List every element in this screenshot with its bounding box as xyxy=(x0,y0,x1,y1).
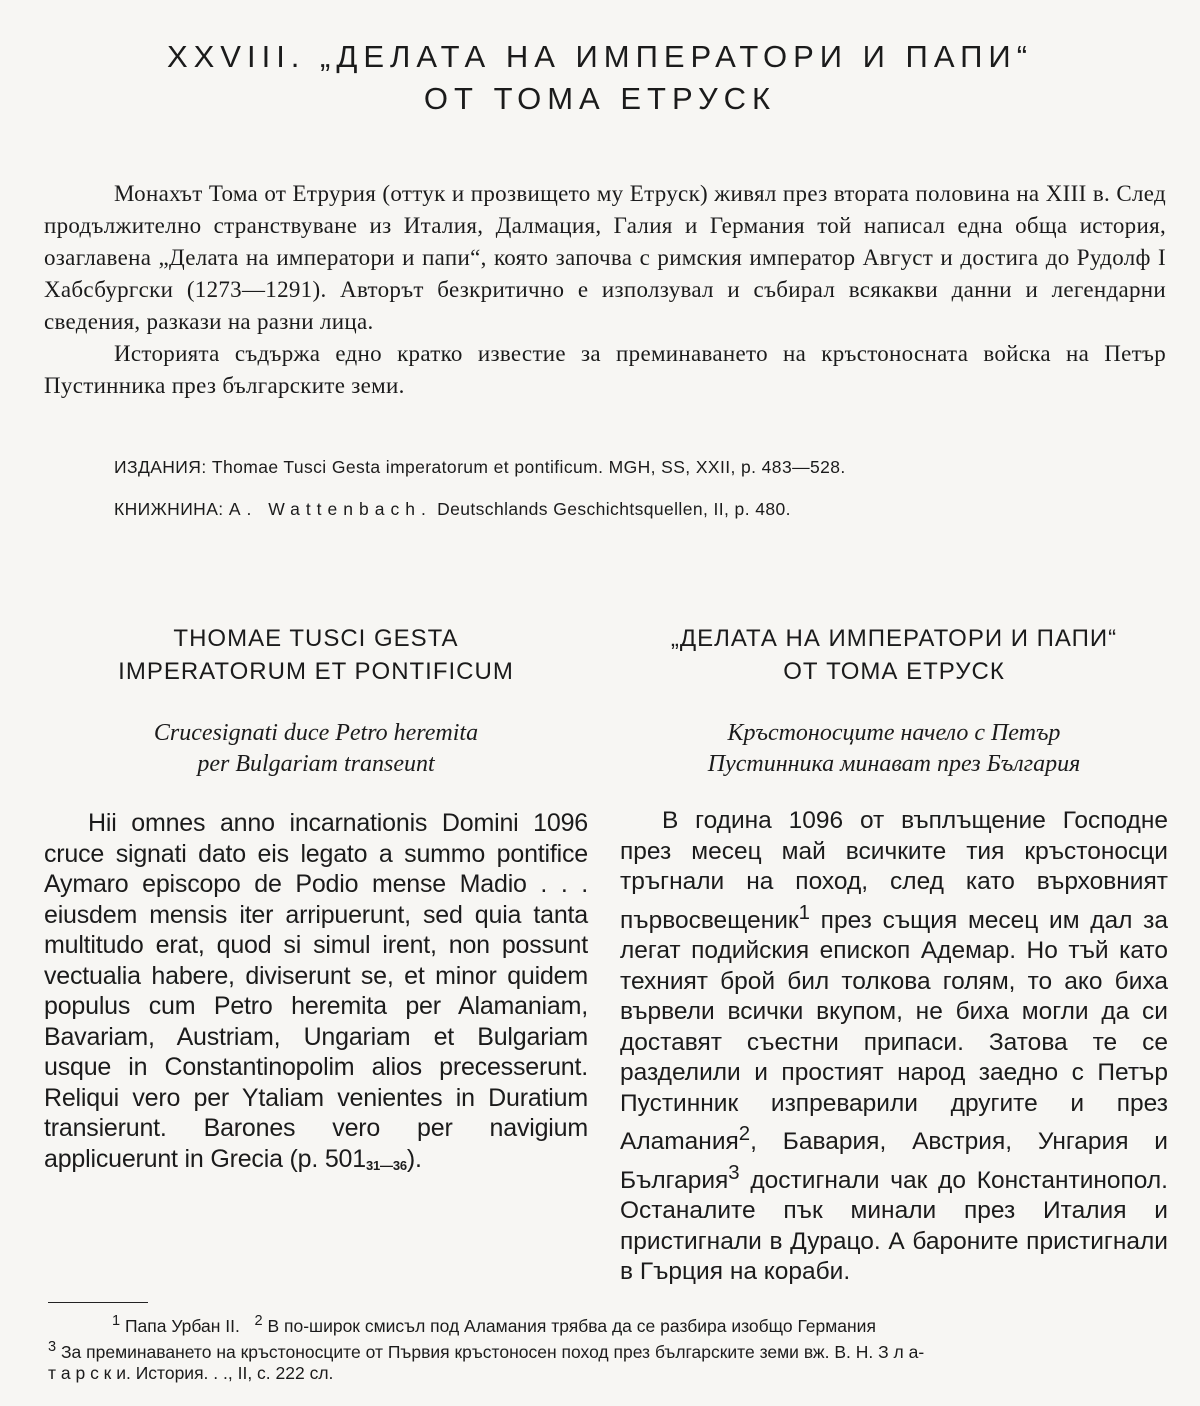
chapter-title-line-2: ОТ ТОМА ЕТРУСК xyxy=(423,81,777,116)
bulgarian-subtitle xyxy=(620,718,1168,780)
latin-subtitle xyxy=(44,718,588,780)
bulgarian-title-line-2: ОТ ТОМА ЕТРУСК xyxy=(783,658,1005,685)
latin-title xyxy=(44,622,588,688)
editions-label: ИЗДАНИЯ: xyxy=(114,457,207,477)
latin-title-line-1: THOMAE TUSCI GESTA xyxy=(173,625,459,652)
chapter-title xyxy=(0,36,1200,120)
intro-paragraph-1: Монахът Тома от Етрурия (оттук и прозвището му Етруск) живял през втората половина на XIII в. След продължително странствуване из Италия, Далмация, Галия и Германия той написал една обща история, озаглавена „Делата на императори и папи“, която започва с римския император Август и достига до Рудолф I Хабсбургски (1273—1291). Авторът безкритично е използувал и събирал всякакви данни и легендарни сведения, разкази на разни лица. xyxy=(44,181,1166,334)
footnote-1-number: 1 xyxy=(112,1313,121,1329)
latin-column xyxy=(44,622,588,1181)
footnote-marker-3: 3 xyxy=(728,1161,740,1184)
footnote-marker-2: 2 xyxy=(738,1123,751,1146)
latin-text xyxy=(44,808,588,1181)
footnote-divider xyxy=(48,1302,148,1303)
literature-label: КНИЖНИНА: xyxy=(114,499,224,519)
literature-reference xyxy=(114,494,1174,536)
bulgarian-title xyxy=(620,622,1168,688)
literature-text: Deutschlands Geschichtsquellen, II, p. 480. xyxy=(437,499,791,519)
footnote-marker-1: 1 xyxy=(798,901,810,924)
bulgarian-title-line-1: „ДЕЛАТА НА ИМПЕРАТОРИ И ПАПИ“ xyxy=(670,625,1118,652)
page-reference-subscript: 31—36 xyxy=(365,1157,407,1173)
introduction xyxy=(44,178,1166,402)
bulgarian-text-part-c: , Бавария, Австрия, Унгария и България xyxy=(620,1128,1168,1194)
latin-text-end: ). xyxy=(406,1144,422,1173)
bulgarian-subtitle-line-1: Кръстоносците начело с Петър xyxy=(727,720,1061,746)
footnote-2-number: 2 xyxy=(254,1313,263,1329)
bulgarian-subtitle-line-2: Пустинника минават през България xyxy=(707,751,1081,777)
bulgarian-column xyxy=(620,622,1168,1288)
intro-paragraph-2: Историята съдържа едно кратко известие за преминаването на кръстоносната войска на Петър Пустинника през българските земи. xyxy=(44,341,1166,398)
latin-title-line-2: IMPERATORUM ET PONTIFICUM xyxy=(118,658,514,685)
footnote-line-2 xyxy=(48,1337,1168,1363)
latin-subtitle-line-2: per Bulgariam transeunt xyxy=(197,751,435,777)
footnote-line-3: т а р с к и. История. . ., II, с. 222 сл. xyxy=(48,1362,334,1383)
bulgarian-text-part-b: през същия месец им дал за легат подийския епископ Адемар. Но тъй като техният брой бил толкова голям, то ако биха вървели всички вкупом, не биха могли да си доставят съестни припаси. Затова те се разделили и простият народ заедно с Петър Пустинник изпреварили другите и през Алamания xyxy=(620,906,1168,1156)
bibliography xyxy=(114,452,1174,536)
bulgarian-text xyxy=(620,806,1168,1288)
editions-text: Thomae Tusci Gesta imperatorum et pontificum. MGH, SS, XXII, p. 483—528. xyxy=(211,457,846,477)
editions-reference xyxy=(114,452,1174,494)
footnotes xyxy=(48,1311,1168,1384)
latin-subtitle-line-1: Crucesignati duce Petro heremita xyxy=(153,720,479,746)
footnote-line-1 xyxy=(48,1311,1168,1337)
latin-text-body: Hii omnes anno incarnationis Domini 1096 cruce signati dato eis legato a summo pontifice Aymaro episcopo de Podio mense Madio . . . eiusdem mensis iter arripuerunt, sed quia tanta multitudo erat, quod si simul irent, non possunt vectualia habere, diviserunt se, et minor quidem populus cum Petro heremita per Alamaniam, Bavariam, Austriam, Ungariam et Bulgariam usque in Constantinopolim alios precesserunt. Reliqui vero per Ytaliam venientes in Duratium transierunt. Barones vero per navigium applicuerunt in Grecia (p. 501 xyxy=(44,809,588,1173)
footnote-3-text-line-1: За преминаването на кръстоносците от Първия кръстоносен поход през българските земи вж. В. Н. З л а- xyxy=(56,1341,925,1362)
bulgarian-text-part-d: достигнали чак до Константинопол. Останалите пък минали през Италия и пристигнали в Дурацо. А бароните пристигнали в Гърция на кораби. xyxy=(620,1166,1168,1286)
footnote-1-text: Папа Урбан II. xyxy=(120,1315,240,1336)
chapter-title-line-1: XXVIII. „ДЕЛАТА НА ИМПЕРАТОРИ И ПАПИ“ xyxy=(166,39,1034,74)
bulgarian-text-part-a: В година 1096 от въплъщение Господне през месец май всичките тия кръстоносци тръгнали на поход, след като върховният първосвещеник xyxy=(620,807,1168,934)
footnote-3-number: 3 xyxy=(48,1338,57,1355)
literature-author: A. Wattenbach. xyxy=(228,499,432,519)
footnote-2-text: В по-широк смисъл под Аламания трябва да се разбира изобщо Германия xyxy=(262,1315,876,1336)
